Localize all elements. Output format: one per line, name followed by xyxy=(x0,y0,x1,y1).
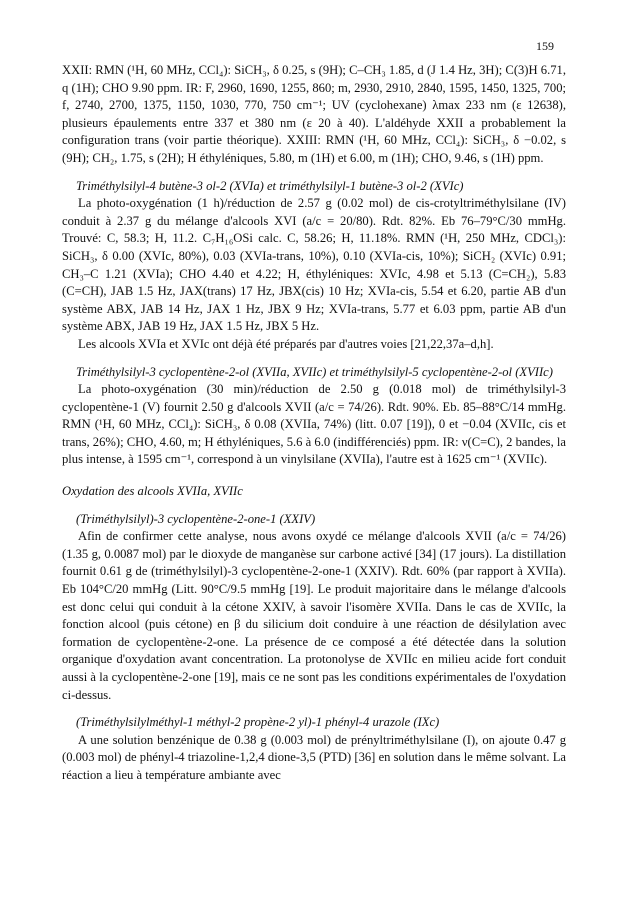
heading-xvii: Triméthylsilyl-3 cyclopentène-2-ol (XVIIa, XVIIc) et triméthylsilyl-5 cyclopentène-2-ol (XVIIc) xyxy=(76,364,553,379)
heading-xvia-xvic: Triméthylsilyl-4 butène-3 ol-2 (XVIa) et triméthylsilyl-1 butène-3 ol-2 (XVIc) xyxy=(76,178,464,193)
paragraph-xxii-data: XXII: RMN (¹H, 60 MHz, CCl₄): SiCH₃, δ 0.25, s (9H); C–CH₃ 1.85, d (J 1.4 Hz, 3H); C(3)H 6.71, q (1H); CHO 9.90 ppm. IR: F, 2960, 1690, 1255, 860; m, 2930, 2910, 2840, 1595, 1450, 1325, 700; f, 2740, 2700, 1375, 1150, 1030, 770, 750 cm⁻¹; UV (cyclohexane) λmax 233 nm (ε 12638), plusieurs épaulements entre 337 et 380 nm (ε 20 à 40). L'aldéhyde XXII a probablement la configuration trans (voir partie théorique). XXIII: RMN (¹H, 60 MHz, CCl₄): SiCH₃, δ −0.02, s (9H); CH₂, 1.75, s (2H); H éthyléniques, 5.80, m (1H) et 6.00, m (1H); CHO, 9.46, s (1H) ppm. xyxy=(62,63,566,165)
paragraph-xxiv-oxidation: Afin de confirmer cette analyse, nous avons oxydé ce mélange d'alcools XVII (a/c = 74/26) (1.35 g, 0.0087 mol) par le dioxyde de manganèse sur carbone activé [34] (17 jours). La distillation fournit 0.61 g de (triméthylsilyl)-3 cyclopentène-2-one-1 (XXIV). Rdt. 60% (par rapport à XVIIa). Eb 104°C/20 mmHg (Litt. 90°C/9.5 mmHg [19]. Le produit majoritaire dans le mélange d'alcools est donc celui qui conduit à la cétone XXIV, à savoir l'isomère XVIIa. Dans le cas de XVIIc, la fonction alcool (puis cétone) en β du silicium doit conduire à une réaction de désilylation avec formation de cyclopentène-2-one. La présence de ce composé a été détectée dans la solution organique d'oxydation avant concentration. La protonolyse de XVIIc en milieu acide fort conduit aussi à la cyclopentène-2-one [19], mais ce ne sont pas les conditions expérimentales de l'oxydation ci-dessus. xyxy=(62,529,566,702)
paragraph-xvii-preparation: La photo-oxygénation (30 min)/réduction de 2.50 g (0.018 mol) de triméthylsilyl-3 cyclopentène-1 (V) fournit 2.50 g d'alcools XVII (a/c = 74/26). Rdt. 90%. Eb. 85–88°C/14 mmHg. RMN (¹H, 60 MHz, CCl₄): SiCH₃, δ 0.08 (XVIIa, 74%) (litt. 0.07 [19]), 0 et −0.04 (XVIIc, cis et trans, 26%); CHO, 4.60, m; H éthyléniques, 5.6 à 6.0 (indifférenciés) ppm. IR: ν(C=C), 2 bandes, la plus intense, à 1595 cm⁻¹, correspond à un vinylsilane (XVIIa), l'autre est à 1625 cm⁻¹ (XVIIc). xyxy=(62,382,566,467)
paragraph-xvi-literature: Les alcools XVIa et XVIc ont déjà été préparés par d'autres voies [21,22,37a–d,h]. xyxy=(78,336,494,351)
page-body xyxy=(62,62,566,785)
page-number: 159 xyxy=(536,39,554,53)
heading-oxydation: Oxydation des alcools XVIIa, XVIIc xyxy=(62,484,243,499)
paragraph-xvi-preparation: La photo-oxygénation (1 h)/réduction de 2.57 g (0.02 mol) de cis-crotyltriméthylsilane (IV) conduit à 2.37 g du mélange d'alcools XVI (a/c = 20/80). Rdt. 82%. Eb 76–79°C/30 mmHg. Trouvé: C, 58.3; H, 11.2. C₇H₁₆OSi calc. C, 58.26; H, 11.18%. RMN (¹H, 250 MHz, CDCl₃): SiCH₃, δ 0.00 (XVIc, 80%), 0.03 (XVIa-trans, 10%), 0.10 (XVIa-cis, 10%); SiCH₂ (XVIc) 0.91; CH₃–C 1.21 (XVIa); CHO 4.40 et 4.22; H, éthyléniques: XVIc, 4.98 et 5.13 (C=CH₂), 5.83 (C=CH), JAB 1.5 Hz, JAX(trans) 17 Hz, JBX(cis) 10 Hz; XVIa-cis, 5.54 et 6.20, partie AB d'un système ABX, JAB 14 Hz, JAX 1 Hz, JBX 9 Hz; XVIa-trans, 5.77 et 6.03 ppm, partie AB d'un système ABX, JAB 19 Hz, JAX 1.5 Hz, JBX 5 Hz. xyxy=(62,196,566,334)
heading-xxiv: (Triméthylsilyl)-3 cyclopentène-2-one-1 (XXIV) xyxy=(76,511,316,526)
paragraph-ixc-preparation: A une solution benzénique de 0.38 g (0.003 mol) de prényltriméthylsilane (I), on ajoute 0.47 g (0.003 mol) de phényl-4 triazoline-1,2,4 dione-3,5 (PTD) [36] en solution dans le même solvant. La réaction a lieu à température ambiante avec xyxy=(62,732,566,782)
heading-ixc: (Triméthylsilylméthyl-1 méthyl-2 propène-2 yl)-1 phényl-4 urazole (IXc) xyxy=(76,715,440,730)
